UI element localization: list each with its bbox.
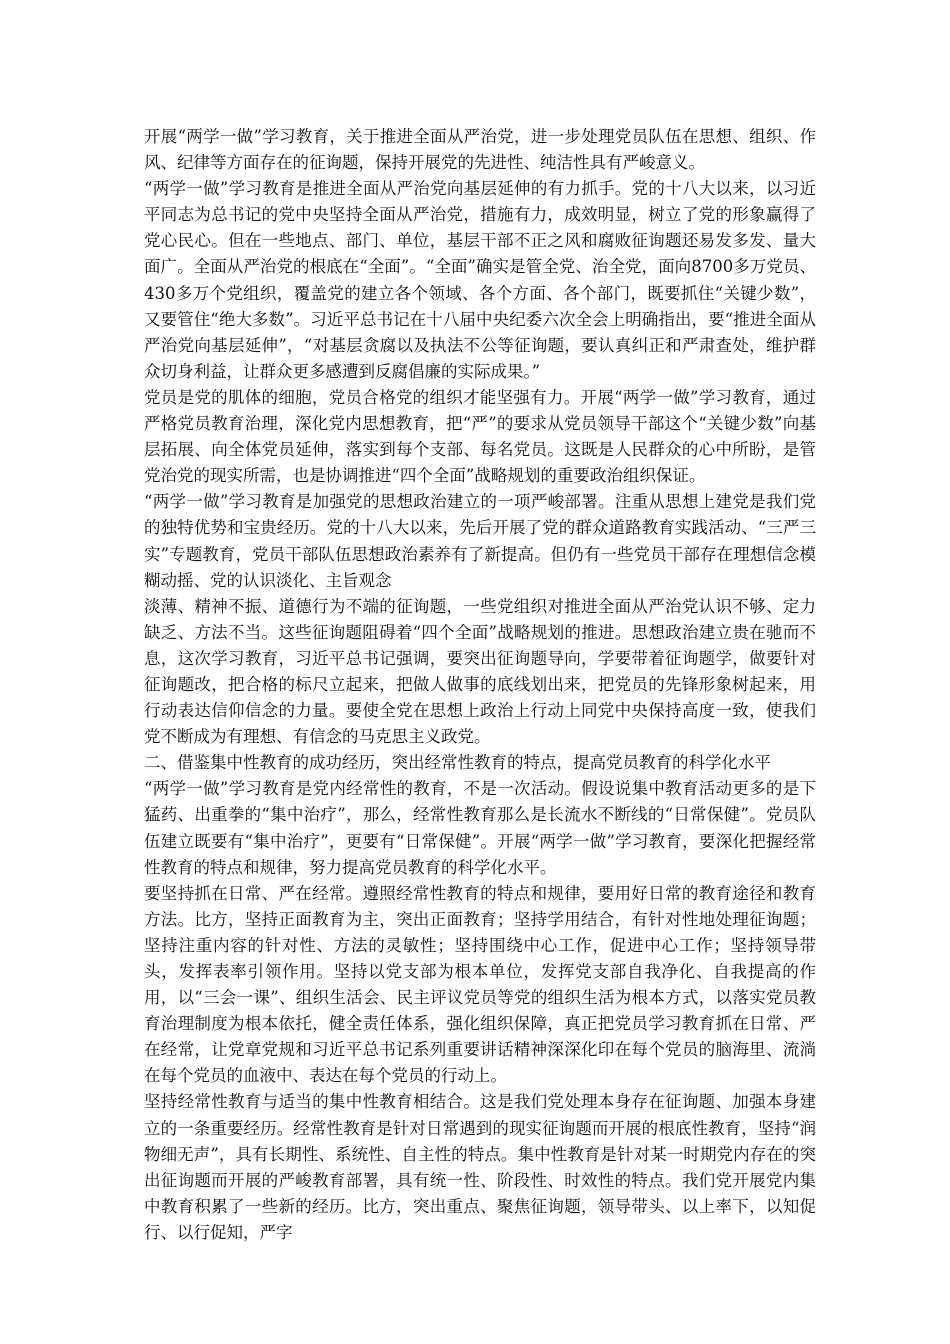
document-body	[144, 124, 816, 1246]
paragraph-daily-practice: 要坚持抓在日常、严在经常。遵照经常性教育的特点和规律，要用好日常的教育途径和教育方法。比方，坚持正面教育为主，突出正面教育；坚持学用结合，有针对性地处理征询题；坚持注重内容的针对性、方法的灵敏性；坚持围绕中心工作，促进中心工作；坚持领导带头，发挥表率引领作用。坚持以党支部为根本单位，发挥党支部自我净化、自我提高的作用，以“三会一课”、组织生活会、民主评议党员等党的组织生活为根本方式，以落实党员教育治理制度为根本依托，健全责任体系，强化组织保障，真正把党员学习教育抓在日常、严在经常，让党章党规和习近平总书记系列重要讲话精神深深化印在每个党员的脑海里、流淌在每个党员的血液中、表达在每个党员的行动上。	[144, 883, 816, 1086]
paragraph-ideology-continued: 淡薄、精神不振、道德行为不端的征询题，一些党组织对推进全面从严治党认识不够、定力缺乏、方法不当。这些征询题阻碍着“四个全面”战略规划的推进。思想政治建立贵在驰而不息，这次学习教育，习近平总书记强调，要突出征询题导向，学要带着征询题学，做要针对征询题改，把合格的标尺立起来，把做人做事的底线划出来，把党员的先锋形象树起来，用行动表达信仰信念的力量。要使全党在思想上政治上行动上同党中央保持高度一致，使我们党不断成为有理想、有信念的马克思主义政党。	[144, 596, 816, 747]
section-heading-two: 二、借鉴集中性教育的成功经历，突出经常性教育的特点，提高党员教育的科学化水平	[144, 753, 771, 773]
paragraph-party-members: 党员是党的肌体的细胞，党员合格党的组织才能坚强有力。开展“两学一做”学习教育，通过严格党员教育治理，深化党内思想教育，把“严”的要求从党员领导干部这个“关键少数”向基层拓展、向全体党员延伸，落实到每个支部、每名党员。这既是人民群众的心中所盼，是管党治党的现实所需，也是协调推进“四个全面”战略规划的重要政治组织保证。	[144, 387, 816, 486]
paragraph-combined-education: 坚持经常性教育与适当的集中性教育相结合。这是我们党处理本身存在征询题、加强本身建立的一条重要经历。经常性教育是针对日常遇到的现实征询题而开展的根底性教育，坚持“润物细无声”，具有长期性、系统性、自主性的特点。集中性教育是针对某一时期党内存在的突出征询题而开展的严峻教育部署，具有统一性、阶段性、时效性的特点。我们党开展党内集中教育积累了一些新的经历。比方，突出重点、聚焦征询题，领导带头、以上率下，以知促行、以行促知，严字	[144, 1092, 816, 1242]
paragraph-intro: 开展“两学一做”学习教育，关于推进全面从严治党，进一步处理党员队伍在思想、组织、作风、纪律等方面存在的征询题，保持开展党的先进性、纯洁性具有严峻意义。	[144, 127, 816, 173]
paragraph-ideology: “两学一做”学习教育是加强党的思想政治建立的一项严峻部署。注重从思想上建党是我们党的独特优势和宝贵经历。党的十八大以来，先后开展了党的群众道路教育实践活动、“三严三实”专题教育，党员干部队伍思想政治素养有了新提高。但仍有一些党员干部存在理想信念模糊动摇、党的认识淡化、主旨观念	[144, 492, 816, 590]
paragraph-regular-education: “两学一做”学习教育是党内经常性的教育，不是一次活动。假设说集中教育活动更多的是下猛药、出重拳的“集中治疗”，那么，经常性教育那么是长流水不断线的“日常保健”。党员队伍建立既要有“集中治疗”，更要有“日常保健”。开展“两学一做”学习教育，要深化把握经常性教育的特点和规律，努力提高党员教育的科学化水平。	[144, 779, 816, 877]
paragraph-extension: “两学一做”学习教育是推进全面从严治党向基层延伸的有力抓手。党的十八大以来，以习近平同志为总书记的党中央坚持全面从严治党，措施有力，成效明显，树立了党的形象赢得了党心民心。但在一些地点、部门、单位，基层干部不正之风和腐败征询题还易发多发、量大面广。全面从严治党的根底在“全面”。“全面”确实是管全党、治全党，面向8700多万党员、430多万个党组织，覆盖党的建立各个领域、各个方面、各个部门，既要抓住“关键少数”，又要管住“绝大多数”。习近平总书记在十八届中央纪委六次全会上明确指出，要“推进全面从严治党向基层延伸”，“对基层贪腐以及执法不公等征询题，要认真纠正和严肃查处，维护群众切身利益，让群众更多感遭到反腐倡廉的实际成果。”	[144, 179, 816, 381]
